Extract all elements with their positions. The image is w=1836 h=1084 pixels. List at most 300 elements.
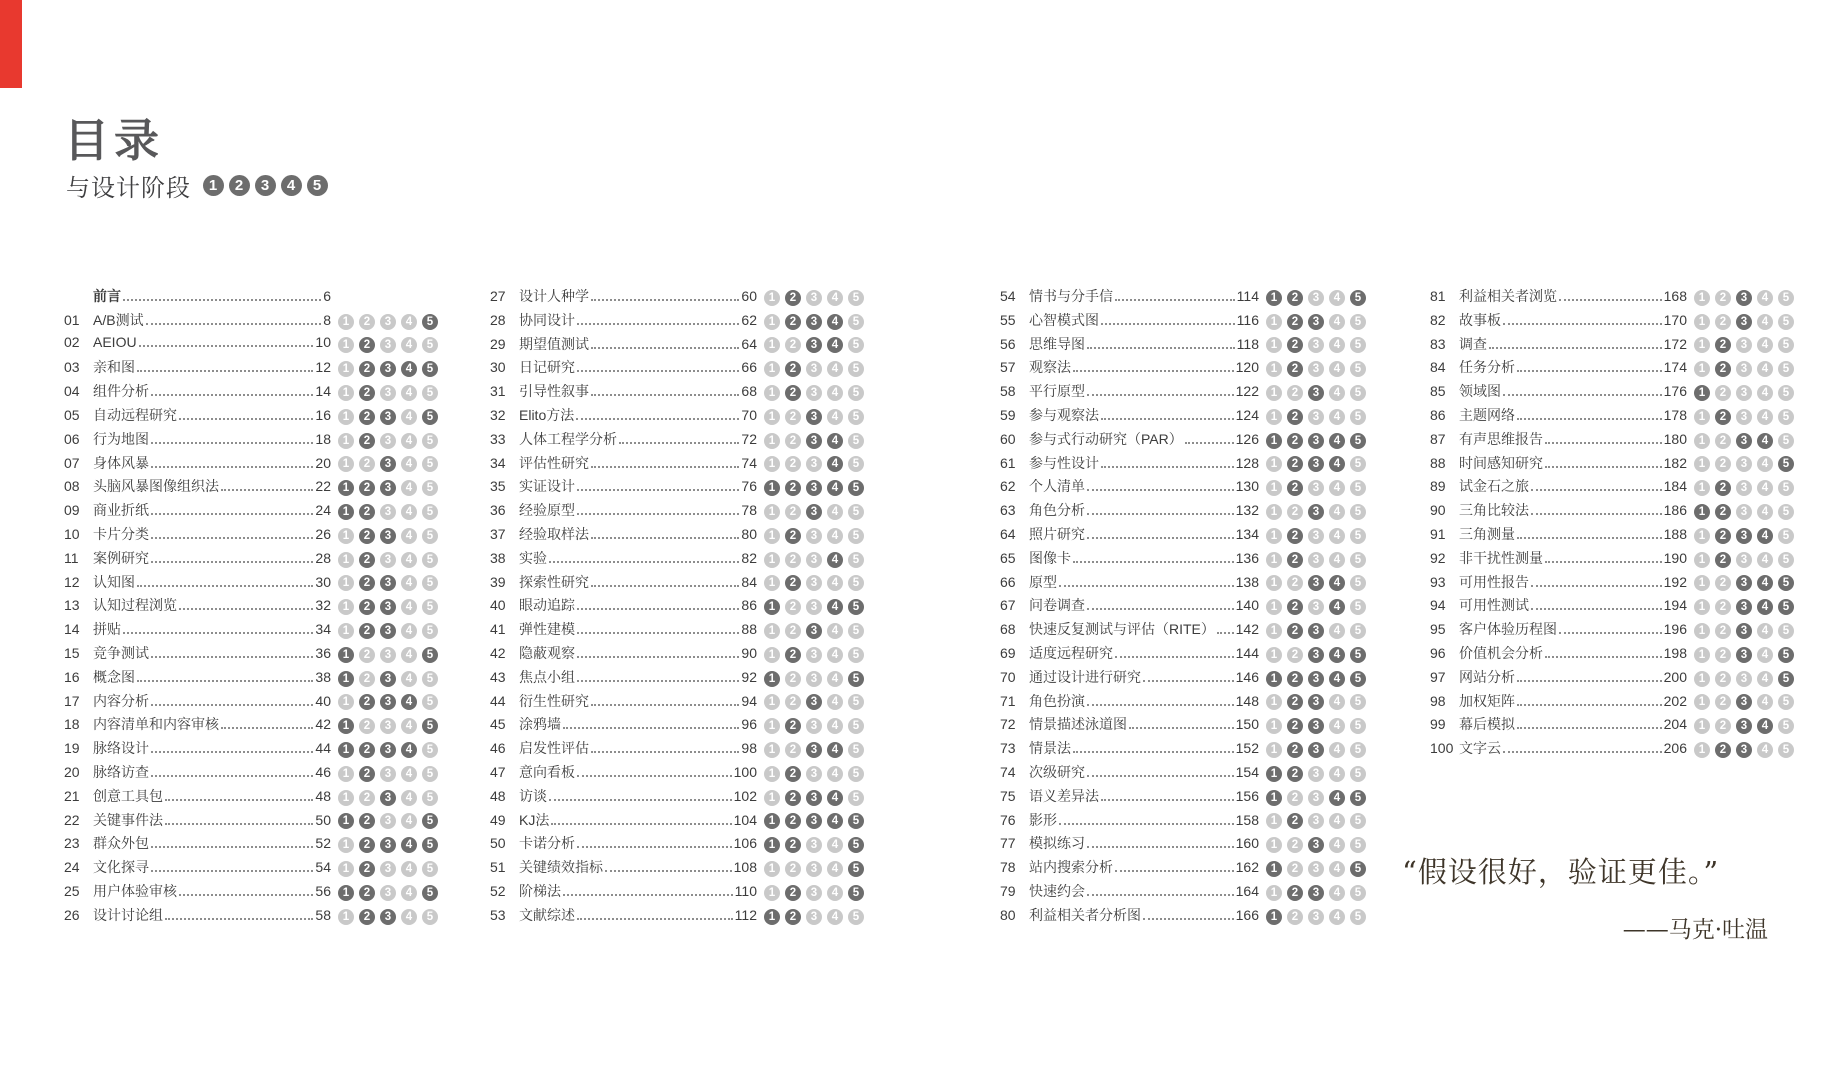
phase-5-indicator: 5 (848, 504, 864, 520)
entry-number: 47 (490, 763, 506, 780)
toc-entry (1000, 595, 1366, 619)
quote-text: “假设很好，验证更佳。” (1402, 855, 1720, 889)
phase-1-indicator-active: 1 (1266, 790, 1282, 806)
phase-4-indicator-active: 4 (1757, 718, 1773, 734)
phase-4-indicator-active: 4 (1757, 433, 1773, 449)
phase-4-indicator: 4 (401, 385, 417, 401)
phase-1-indicator: 1 (1266, 409, 1282, 425)
phase-1-indicator: 1 (1266, 718, 1282, 734)
phase-2-indicator-active: 2 (359, 885, 375, 901)
phase-1-indicator: 1 (764, 552, 780, 568)
entry-page-number: 156 (1235, 787, 1259, 804)
toc-entry (1430, 381, 1794, 405)
phase-1-indicator-active: 1 (1694, 504, 1710, 520)
entry-number: 51 (490, 859, 506, 876)
phase-4-indicator: 4 (401, 480, 417, 496)
phase-4-indicator: 4 (1329, 742, 1345, 758)
toc-entry (1430, 500, 1794, 524)
entry-number: 83 (1430, 335, 1446, 352)
phase-4-indicator: 4 (1757, 409, 1773, 425)
phase-2-indicator: 2 (1715, 456, 1731, 472)
entry-page-number: 84 (741, 573, 757, 590)
entry-title: 文献综述 (519, 906, 575, 923)
phase-4-indicator-active: 4 (827, 599, 843, 615)
entry-title: 设计讨论组 (93, 906, 163, 923)
entry-title: 文化探寻 (93, 859, 149, 876)
dot-leader (1073, 751, 1234, 753)
phase-3-indicator-active: 3 (1736, 742, 1752, 758)
entry-number: 62 (1000, 478, 1016, 495)
toc-entry (1000, 429, 1366, 453)
phase-1-indicator: 1 (1266, 837, 1282, 853)
entry-number: 54 (1000, 288, 1016, 304)
phase-indicators (338, 433, 438, 449)
entry-title: 文字云 (1459, 740, 1501, 757)
phase-1-indicator-active: 1 (764, 599, 780, 615)
phase-2-indicator-active: 2 (1287, 361, 1303, 377)
entry-page-number: 90 (741, 644, 757, 661)
phase-1-indicator: 1 (1694, 528, 1710, 544)
entry-title: KJ法 (519, 811, 550, 828)
dot-leader (1185, 442, 1234, 444)
phase-1-indicator: 1 (764, 361, 780, 377)
phase-2-indicator-active: 2 (1287, 623, 1303, 639)
phase-1-indicator-active: 1 (764, 671, 780, 687)
phase-5-indicator-active: 5 (422, 813, 438, 829)
phase-1-indicator: 1 (764, 314, 780, 330)
dot-leader (151, 537, 313, 539)
dot-leader (1517, 537, 1662, 539)
phase-1-indicator: 1 (1694, 337, 1710, 353)
phase-1-indicator-active: 1 (764, 813, 780, 829)
phase-5-indicator-active: 5 (848, 837, 864, 853)
phase-3-indicator: 3 (806, 552, 822, 568)
dot-leader (1531, 489, 1662, 491)
entry-page-number: 40 (315, 692, 331, 709)
toc-entry (1000, 881, 1366, 905)
phase-5-indicator-active: 5 (848, 861, 864, 877)
phase-4-indicator: 4 (1329, 909, 1345, 925)
phase-3-indicator: 3 (380, 861, 396, 877)
phase-3-indicator-active: 3 (380, 837, 396, 853)
dot-leader (1489, 347, 1662, 349)
toc-entry (1000, 286, 1366, 310)
entry-title: 脉络访查 (93, 763, 149, 780)
toc-entry (64, 548, 438, 572)
phase-5-indicator-active: 5 (1778, 647, 1794, 663)
dot-leader (165, 918, 313, 920)
toc-entry (1000, 857, 1366, 881)
toc-entry (1430, 595, 1794, 619)
phase-2-indicator-active: 2 (359, 528, 375, 544)
phase-indicators (764, 861, 864, 877)
phase-4-indicator-active: 4 (401, 694, 417, 710)
phase-2-indicator-active: 2 (1287, 528, 1303, 544)
entry-title: 个人清单 (1029, 478, 1085, 495)
toc-entry (490, 286, 864, 310)
dot-leader (1059, 823, 1234, 825)
phase-2-indicator: 2 (1715, 385, 1731, 401)
dot-leader (179, 608, 313, 610)
phase-4-indicator: 4 (1329, 623, 1345, 639)
entry-page-number: 202 (1663, 692, 1687, 709)
phase-1-indicator: 1 (1694, 433, 1710, 449)
phase-3-legend-circle: 3 (255, 175, 276, 196)
entry-page-number: 182 (1663, 454, 1687, 471)
entry-title: A/B测试 (93, 311, 144, 328)
phase-3-indicator-active: 3 (806, 790, 822, 806)
dot-leader (1531, 513, 1662, 515)
dot-leader (1087, 775, 1234, 777)
entry-title: 卡片分类 (93, 525, 149, 542)
entry-title: 可用性测试 (1459, 597, 1529, 614)
phase-2-indicator-active: 2 (1715, 361, 1731, 377)
phase-1-indicator: 1 (338, 694, 354, 710)
phase-3-indicator: 3 (1308, 766, 1324, 782)
entry-page-number: 44 (315, 740, 331, 757)
phase-3-indicator: 3 (1308, 337, 1324, 353)
phase-1-indicator: 1 (338, 385, 354, 401)
phase-2-indicator-active: 2 (785, 837, 801, 853)
dot-leader (146, 323, 322, 325)
toc-entry (1430, 714, 1794, 738)
phase-2-indicator-active: 2 (785, 528, 801, 544)
dot-leader (576, 418, 739, 420)
phase-5-indicator: 5 (422, 742, 438, 758)
phase-4-indicator-active: 4 (1329, 456, 1345, 472)
phase-4-indicator-active: 4 (1757, 599, 1773, 615)
subtitle (66, 168, 328, 203)
phase-3-indicator: 3 (806, 885, 822, 901)
phase-3-indicator: 3 (1308, 528, 1324, 544)
dot-leader (1087, 537, 1234, 539)
phase-5-indicator: 5 (848, 552, 864, 568)
phase-3-indicator: 3 (380, 647, 396, 663)
phase-indicators (764, 385, 864, 401)
phase-1-indicator: 1 (338, 409, 354, 425)
entry-title: 行为地图 (93, 430, 149, 447)
toc-entry (1000, 762, 1366, 786)
phase-2-indicator: 2 (1715, 599, 1731, 615)
phase-5-indicator: 5 (1778, 385, 1794, 401)
entry-title: 用户体验审核 (93, 882, 177, 899)
phase-indicators (764, 314, 864, 330)
entry-title: 时间感知研究 (1459, 454, 1543, 471)
phase-2-indicator: 2 (785, 861, 801, 877)
phase-2-indicator-active: 2 (359, 909, 375, 925)
phase-2-indicator: 2 (785, 671, 801, 687)
phase-5-indicator: 5 (848, 718, 864, 734)
phase-2-indicator-active: 2 (359, 837, 375, 853)
dot-leader (1143, 680, 1234, 682)
phase-3-indicator: 3 (806, 909, 822, 925)
phase-2-indicator-active: 2 (359, 813, 375, 829)
phase-indicators (1266, 647, 1366, 663)
toc-entry (1430, 429, 1794, 453)
entry-page-number: 150 (1235, 716, 1259, 733)
dot-leader (1087, 347, 1235, 349)
dot-leader (151, 513, 313, 515)
entry-number: 80 (1000, 906, 1016, 923)
phase-5-indicator: 5 (1350, 623, 1366, 639)
phase-3-indicator: 3 (806, 671, 822, 687)
phase-1-indicator: 1 (1694, 361, 1710, 377)
dot-leader (1503, 394, 1662, 396)
phase-4-indicator: 4 (827, 290, 843, 306)
phase-3-indicator-active: 3 (380, 575, 396, 591)
phase-1-indicator: 1 (764, 385, 780, 401)
phase-3-indicator: 3 (1736, 456, 1752, 472)
phase-5-indicator: 5 (1350, 480, 1366, 496)
dot-leader (1087, 489, 1234, 491)
toc-entry (1430, 667, 1794, 691)
phase-2-indicator-active: 2 (359, 552, 375, 568)
phase-1-indicator: 1 (764, 623, 780, 639)
dot-leader (591, 299, 739, 301)
phase-5-indicator-active: 5 (1350, 433, 1366, 449)
dot-leader (563, 894, 733, 896)
phase-2-indicator: 2 (359, 647, 375, 663)
entry-number: 98 (1430, 692, 1446, 709)
dot-leader (1545, 466, 1662, 468)
phase-indicators (338, 837, 438, 853)
phase-2-indicator-active: 2 (359, 599, 375, 615)
phase-indicators (1694, 528, 1794, 544)
entry-number: 11 (64, 549, 79, 566)
entry-title: 平行原型 (1029, 383, 1085, 400)
phase-1-indicator-active: 1 (764, 480, 780, 496)
toc-entry (64, 738, 438, 762)
phase-5-indicator: 5 (422, 671, 438, 687)
toc-entry (490, 786, 864, 810)
entry-title: 商业折纸 (93, 502, 149, 519)
phase-3-indicator-active: 3 (1308, 504, 1324, 520)
entry-number: 89 (1430, 478, 1446, 495)
phase-3-indicator-active: 3 (380, 528, 396, 544)
toc-entry (490, 714, 864, 738)
dot-leader (179, 894, 313, 896)
phase-5-indicator: 5 (422, 861, 438, 877)
phase-3-indicator-active: 3 (1308, 742, 1324, 758)
phase-3-indicator: 3 (1308, 290, 1324, 306)
dot-leader (1073, 561, 1234, 563)
dot-leader (619, 442, 739, 444)
phase-2-indicator-active: 2 (1287, 337, 1303, 353)
entry-title: 评估性研究 (519, 454, 589, 471)
entry-title: 前言 (93, 288, 121, 304)
phase-indicators (1694, 480, 1794, 496)
phase-5-indicator: 5 (1350, 599, 1366, 615)
phase-1-indicator: 1 (1266, 599, 1282, 615)
entry-page-number: 66 (741, 359, 757, 376)
phase-4-indicator: 4 (827, 385, 843, 401)
entry-page-number: 116 (1236, 311, 1259, 328)
phase-5-indicator: 5 (1778, 409, 1794, 425)
phase-5-indicator: 5 (1778, 742, 1794, 758)
entry-number: 59 (1000, 406, 1016, 423)
entry-title: 关键绩效指标 (519, 859, 603, 876)
phase-5-indicator: 5 (1778, 361, 1794, 377)
phase-2-indicator: 2 (1287, 575, 1303, 591)
entry-number: 56 (1000, 335, 1016, 352)
phase-4-indicator: 4 (1757, 504, 1773, 520)
phase-4-indicator-active: 4 (827, 742, 843, 758)
entry-title: 认知过程浏览 (93, 597, 177, 614)
entry-title: 适度远程研究 (1029, 644, 1113, 661)
toc-entry (1000, 572, 1366, 596)
toc-entry (1000, 786, 1366, 810)
phase-4-indicator-active: 4 (401, 361, 417, 377)
entry-page-number: 110 (734, 882, 757, 899)
phase-3-indicator-active: 3 (806, 813, 822, 829)
entry-number: 50 (490, 835, 506, 852)
dot-leader (1545, 656, 1662, 658)
phase-5-indicator: 5 (848, 361, 864, 377)
entry-page-number: 78 (741, 502, 757, 519)
dot-leader (1101, 466, 1234, 468)
entry-page-number: 126 (1235, 430, 1259, 447)
dot-leader (577, 680, 739, 682)
phase-indicators (338, 909, 438, 925)
phase-4-indicator: 4 (827, 361, 843, 377)
phase-1-indicator: 1 (1266, 623, 1282, 639)
entry-page-number: 20 (315, 454, 331, 471)
entry-number: 06 (64, 430, 80, 447)
entry-number: 15 (64, 644, 80, 661)
phase-indicators (338, 671, 438, 687)
phase-2-indicator-active: 2 (1287, 552, 1303, 568)
entry-page-number: 10 (315, 333, 331, 350)
phase-4-indicator: 4 (401, 766, 417, 782)
phase-indicators (764, 909, 864, 925)
entry-title: 利益相关者分析图 (1029, 906, 1141, 923)
entry-number: 92 (1430, 549, 1446, 566)
entry-page-number: 14 (315, 383, 331, 400)
entry-page-number: 142 (1235, 621, 1259, 638)
phase-1-indicator: 1 (338, 575, 354, 591)
phase-3-indicator-active: 3 (380, 623, 396, 639)
entry-title: 探索性研究 (519, 573, 589, 590)
entry-page-number: 172 (1663, 335, 1687, 352)
toc-entry (1430, 619, 1794, 643)
phase-1-indicator: 1 (1694, 409, 1710, 425)
phase-5-indicator: 5 (1350, 885, 1366, 901)
phase-4-indicator: 4 (827, 504, 843, 520)
dot-leader (165, 799, 313, 801)
entry-title: 快速约会 (1029, 882, 1085, 899)
phase-2-legend-circle: 2 (229, 175, 250, 196)
phase-2-indicator-active: 2 (785, 314, 801, 330)
phase-indicators (338, 575, 438, 591)
toc-entry (1430, 548, 1794, 572)
entry-page-number: 72 (741, 430, 757, 447)
entry-number: 37 (490, 525, 506, 542)
phase-2-indicator: 2 (785, 456, 801, 472)
phase-indicators (1694, 433, 1794, 449)
phase-5-indicator: 5 (1350, 337, 1366, 353)
phase-5-indicator: 5 (422, 552, 438, 568)
phase-4-indicator-active: 4 (827, 480, 843, 496)
entry-page-number: 134 (1235, 525, 1259, 542)
phase-2-indicator: 2 (785, 337, 801, 353)
phase-3-indicator-active: 3 (1736, 433, 1752, 449)
dot-leader (1545, 442, 1662, 444)
red-edge-mark (0, 0, 22, 88)
phase-3-indicator-active: 3 (1308, 885, 1324, 901)
phase-3-indicator: 3 (806, 575, 822, 591)
entry-title: 故事板 (1459, 311, 1501, 328)
phase-4-indicator: 4 (1329, 361, 1345, 377)
phase-2-indicator-active: 2 (1715, 337, 1731, 353)
phase-indicators (338, 480, 438, 496)
dot-leader (151, 656, 313, 658)
phase-5-indicator: 5 (1778, 623, 1794, 639)
entry-number: 13 (64, 597, 80, 614)
phase-5-indicator: 5 (848, 528, 864, 544)
phase-2-indicator-active: 2 (785, 575, 801, 591)
toc-entry (490, 667, 864, 691)
toc-entry (490, 429, 864, 453)
entry-page-number: 204 (1663, 716, 1687, 733)
entry-page-number: 138 (1235, 573, 1259, 590)
phase-1-indicator-active: 1 (338, 504, 354, 520)
toc-entry (64, 881, 438, 905)
dot-leader (139, 345, 314, 347)
entry-page-number: 74 (741, 454, 757, 471)
phase-3-indicator-active: 3 (380, 790, 396, 806)
phase-5-indicator: 5 (422, 694, 438, 710)
phase-4-indicator: 4 (401, 314, 417, 330)
phase-indicators (764, 623, 864, 639)
phase-4-indicator: 4 (1757, 671, 1773, 687)
phase-1-indicator-active: 1 (338, 718, 354, 734)
entry-page-number: 96 (741, 716, 757, 733)
dot-leader (1517, 727, 1662, 729)
toc-entry (64, 643, 438, 667)
entry-number: 10 (64, 525, 80, 542)
phase-5-indicator: 5 (848, 694, 864, 710)
phase-5-indicator: 5 (1778, 528, 1794, 544)
entry-number: 22 (64, 811, 80, 828)
phase-indicators (338, 623, 438, 639)
phase-indicators (764, 813, 864, 829)
dot-leader (591, 751, 739, 753)
phase-5-indicator: 5 (422, 504, 438, 520)
phase-1-indicator: 1 (764, 433, 780, 449)
dot-leader (1531, 608, 1662, 610)
phase-4-indicator: 4 (401, 528, 417, 544)
phase-3-indicator: 3 (1736, 504, 1752, 520)
entry-title: 价值机会分析 (1459, 644, 1543, 661)
dot-leader (1087, 608, 1234, 610)
phase-legend (203, 175, 328, 196)
phase-3-indicator-active: 3 (806, 433, 822, 449)
toc-entry (1430, 453, 1794, 477)
phase-2-indicator: 2 (1715, 290, 1731, 306)
toc-entry (490, 334, 864, 358)
dot-leader (151, 870, 313, 872)
phase-2-indicator: 2 (359, 671, 375, 687)
toc-entry (1000, 667, 1366, 691)
toc-entry (1000, 548, 1366, 572)
toc-entry (1430, 357, 1794, 381)
entry-title: 脉络设计 (93, 740, 149, 757)
toc-entry (64, 500, 438, 524)
phase-5-indicator-active: 5 (1350, 671, 1366, 687)
phase-2-indicator: 2 (1715, 623, 1731, 639)
entry-number: 14 (64, 621, 80, 638)
entry-page-number: 180 (1663, 430, 1687, 447)
